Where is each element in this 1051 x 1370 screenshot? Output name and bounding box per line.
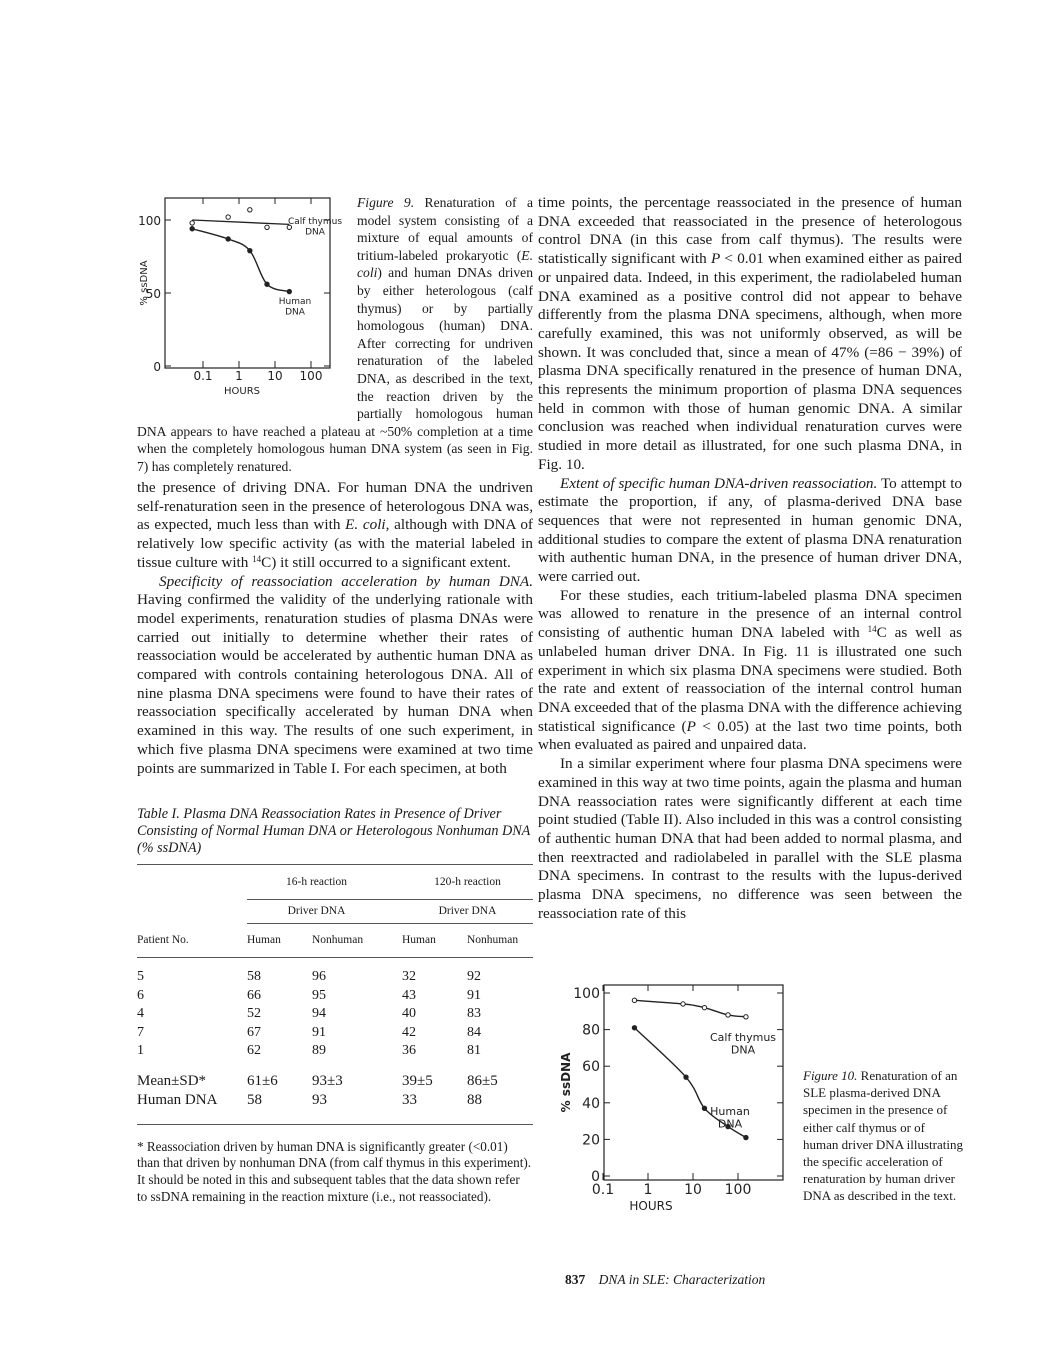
text-run: C) it still occurred to a significant extent. [261, 553, 511, 571]
italic-text-run: E. coli, [345, 516, 390, 534]
figure-10-caption-text [803, 1067, 963, 1205]
series-line [192, 229, 289, 292]
series-label-line: Human [278, 297, 312, 307]
data-point [226, 215, 230, 219]
italic-text-run: Figure 10. [803, 1068, 858, 1083]
table-row [137, 986, 533, 1005]
x-tick-label: 10 [267, 369, 283, 383]
table-cell: 42 [402, 1024, 416, 1040]
paragraph [137, 479, 533, 573]
y-axis-label: % ssDNA [559, 1052, 573, 1113]
text-run: although with DNA of relatively low specific activity (as with the material labeled in tissue culture with [137, 516, 533, 571]
text-run: time points, the percentage reassociated in the presence of human DNA exceeded that reassociated in the presence of heterologous control DNA (in this case from calf thymus). The results were statistically significant with [538, 194, 962, 268]
page-number: 837 [565, 1272, 586, 1287]
series-label-line: Calf thymus [287, 217, 343, 227]
text-run: In a similar experiment where four plasma DNA specimens were examined in this way at two time points, again the plasma and human DNA reassociation rates were significantly different at each time point studied (Table II). Also included in this was a control consisting of authentic human DNA that had been added to normal plasma, and then reextracted and radiolabeled in parallel with the SLE plasma DNA specimens. In contrast to the results with the lupus-derived plasma DNA specimens, no difference was seen between the reassociation rate of this [538, 755, 962, 922]
data-point [248, 208, 252, 212]
table-cell: 93 [312, 1092, 327, 1109]
table-footnote: * Reassociation driven by human DNA is significantly greater (<0.01) than that driven by nonhuman DNA (from calf thymus in this experiment). It should be noted in this and subsequent tables that the data shown refer to ssDNA remaining in the reaction mixture (i.e., not reassociated). [137, 1138, 532, 1204]
data-point [632, 998, 636, 1002]
x-tick-label: 100 [724, 1182, 752, 1198]
data-point [248, 248, 252, 252]
table-cell: 39±5 [402, 1073, 433, 1090]
table-cell: 4 [137, 1006, 144, 1022]
table-cell: 88 [467, 1092, 482, 1109]
table-cell: 32 [402, 969, 416, 985]
text-run: C as well as unlabeled human driver DNA. In Fig. 11 is illustrated one such experiment in which six plasma DNA specimens were studied. Both the rate and extent of reassociation of the internal control human DNA exceeded that of the plasma DNA with the difference achieving statistical significance ( [538, 624, 962, 735]
page-footer [565, 1272, 765, 1288]
text-run: ) and human DNAs driven by either heterologous (calf thymus) or by partially homologous (human) DNA. After correcting for undriven renaturation of the labeled DNA, as described in the text, the reaction driven by the partially homologous human DNA appears to have reached a plateau at ~50% completion at a time when the completely homologous human DNA system (as seen in Fig. 7) has completely renatured. [137, 265, 533, 474]
data-point [702, 1005, 706, 1009]
text-run: For these studies, each tritium-labeled plasma DNA specimen was allowed to renature in the presence of an internal control consisting of authentic human DNA labeled with [538, 586, 962, 642]
x-tick-label: 10 [684, 1182, 702, 1198]
series-label-line: Human [710, 1105, 750, 1118]
table-cell: Mean±SD* [137, 1073, 207, 1090]
table-cell: 89 [312, 1043, 326, 1059]
y-tick-label: 80 [582, 1022, 600, 1039]
series-label [710, 1031, 776, 1057]
paragraph [538, 587, 962, 755]
x-tick-label: 0.1 [193, 369, 213, 383]
left-column-text [137, 479, 533, 778]
table-cell: 95 [312, 987, 326, 1003]
table-cell: 61±6 [247, 1073, 278, 1090]
right-column-text [538, 194, 962, 923]
table-cell: 91 [467, 987, 481, 1003]
group-header: 120-h reaction [434, 876, 501, 889]
column-header: Patient No. [137, 923, 247, 957]
table-cell: 66 [247, 987, 261, 1003]
y-tick-label: 0 [153, 360, 161, 374]
table-cell: 84 [467, 1024, 481, 1040]
text-run: To attempt to estimate the proportion, if any, of plasma-derived DNA base sequences that were not represented in human genomic DNA, additional studies to compare the extent of plasma DNA renaturation with authentic human DNA, in the presence of human driver DNA, were carried out. [538, 474, 963, 586]
data-point [684, 1075, 688, 1079]
table-row [137, 1042, 533, 1061]
sub-header: Driver DNA [247, 899, 402, 923]
table-cell: 36 [402, 1043, 416, 1059]
table-row [137, 968, 533, 987]
y-axis-label: % ssDNA [139, 260, 150, 306]
data-point [744, 1015, 748, 1019]
italic-text-run: P [710, 250, 721, 268]
italic-text-run: Figure 9. [357, 195, 415, 210]
table-cell: 43 [402, 987, 416, 1003]
summary-row [137, 1091, 533, 1110]
data-point [632, 1026, 636, 1030]
table-cell: 93±3 [312, 1073, 343, 1090]
figure-9-chart [137, 194, 349, 418]
series-label-line: DNA [305, 227, 325, 238]
column-header: Human [402, 923, 467, 957]
series-label [710, 1105, 750, 1131]
table-cell: 83 [467, 1006, 481, 1022]
text-run: < 0.01 when examined either as paired or unpaired data. Indeed, in this experiment, the radiolabeled human DNA examined as a positive control did not appear to behave differently from the plasma DNA specimens, although, when more carefully examined, this was not uniformly observed, as will be shown. It was concluded that, since a mean of 47% (=86 − 39%) of plasma DNA specifically renatured in the presence of human DNA, this represents the minimum proportion of plasma DNA sequences held in common with those of human genomic DNA. A similar conclusion was reached when individual renaturation curves were studied in more detail as illustrated, for one such plasma DNA, in Fig. 10. [538, 250, 962, 473]
data-point [265, 282, 269, 286]
plot-frame [604, 985, 783, 1180]
data-point [744, 1135, 748, 1139]
x-axis-label: HOURS [629, 1199, 673, 1213]
x-tick-label: 1 [235, 369, 243, 383]
y-tick-label: 40 [582, 1095, 600, 1112]
paragraph [538, 194, 962, 475]
text-run: Renaturation of a model system consisting of a mixture of equal amounts of tritium-labeled prokaryotic ( [357, 195, 533, 263]
data-point [190, 221, 194, 225]
series-label-line: DNA [285, 307, 305, 318]
x-tick-label: 1 [643, 1182, 653, 1198]
table-cell: 58 [247, 969, 261, 985]
data-point [726, 1013, 730, 1017]
data-point [226, 237, 230, 241]
superscript: 14 [867, 624, 877, 635]
table-cell: Human DNA [137, 1092, 218, 1109]
data-point [287, 289, 291, 293]
table-cell: 92 [467, 969, 481, 985]
series-label-line: DNA [717, 1117, 743, 1131]
italic-text-run: Specificity of reassociation acceleration by human DNA. [159, 572, 533, 590]
series-label [288, 217, 342, 237]
series-label-line: Calf thymus [709, 1031, 777, 1044]
column-header: Human [247, 923, 312, 957]
data-point [265, 225, 269, 229]
series-label [279, 297, 311, 317]
italic-text-run: P [686, 717, 696, 735]
column-header: Nonhuman [467, 923, 533, 957]
table-cell: 86±5 [467, 1073, 498, 1090]
figure-9 [137, 194, 533, 476]
series-line [192, 220, 289, 224]
data-point [190, 227, 194, 231]
table-cell: 1 [137, 1043, 144, 1059]
sub-header: Driver DNA [402, 899, 533, 923]
text-run: Having confirmed the validity of the underlying rationale with model experiments, renaturation studies of plasma DNAs were carried out initially to determine whether their rates of reassociation would be accelerated by authentic human DNA as compared with controls containing heterologous DNA. All of nine plasma DNA specimens were found to have their rates of reassociation specifically accelerated by human DNA when examined in this way. The results of one such experiment, in which five plasma DNA specimens were examined at two time points are summarized in Table I. For each specimen, at both [137, 591, 533, 777]
group-header: 16-h reaction [286, 876, 347, 889]
italic-text-run: E. coli [357, 247, 533, 281]
text-run: < 0.05) at the last two time points, both when evaluated as paired and unpaired data. [538, 717, 962, 754]
text-run: the presence of driving DNA. For human DNA the undriven self-renaturation seen in the presence of heterologous DNA was, as expected, much less than with [137, 479, 533, 534]
y-tick-label: 50 [145, 287, 161, 301]
italic-text-run: Extent of specific human DNA-driven reassociation. [560, 474, 878, 492]
figure-10-chart [558, 975, 794, 1220]
column-header: Nonhuman [312, 923, 402, 957]
superscript: 14 [252, 553, 262, 564]
table-cell: 52 [247, 1006, 261, 1022]
table-row [137, 1005, 533, 1024]
table-cell: 81 [467, 1043, 481, 1059]
table-1 [137, 806, 533, 1205]
x-axis-label: HOURS [223, 386, 261, 397]
table-cell: 33 [402, 1092, 417, 1109]
y-tick-label: 0 [591, 1169, 600, 1185]
data-point [681, 1002, 685, 1006]
series-label-line: DNA [730, 1043, 756, 1057]
table-cell: 91 [312, 1024, 326, 1040]
running-title: DNA in SLE: Characterization [598, 1272, 766, 1287]
x-tick-label: 100 [299, 369, 323, 383]
summary-row [137, 1072, 533, 1091]
figure-10-caption [803, 1067, 963, 1205]
table-cell: 94 [312, 1006, 326, 1022]
table-cell: 67 [247, 1024, 261, 1040]
paragraph [538, 475, 962, 587]
y-tick-label: 20 [582, 1132, 600, 1149]
table-cell: 58 [247, 1092, 262, 1109]
paragraph [538, 755, 962, 923]
table-cell: 96 [312, 969, 326, 985]
x-tick-label: 0.1 [591, 1182, 615, 1198]
table-cell: 5 [137, 969, 144, 985]
table-title: Table I. Plasma DNA Reassociation Rates in Presence of Driver Consisting of Normal Human DNA or Heterologous Nonhuman DNA (% ssDNA) [137, 806, 531, 856]
table-cell: 40 [402, 1006, 416, 1022]
y-tick-label: 60 [582, 1059, 600, 1076]
y-tick-label: 100 [138, 214, 161, 228]
table-cell: 7 [137, 1024, 144, 1040]
y-tick-label: 100 [573, 986, 600, 1002]
table-row [137, 1023, 533, 1042]
text-run: Renaturation of an SLE plasma-derived DNA specimen in the presence of either calf thymus or of human driver DNA illustrating the specific acceleration of renaturation by human driver DNA as described in the text. [803, 1068, 963, 1204]
data-point [702, 1106, 706, 1110]
paragraph [137, 573, 533, 779]
table-cell: 62 [247, 1043, 261, 1059]
table-cell: 6 [137, 987, 144, 1003]
table-1-grid [137, 864, 533, 1125]
